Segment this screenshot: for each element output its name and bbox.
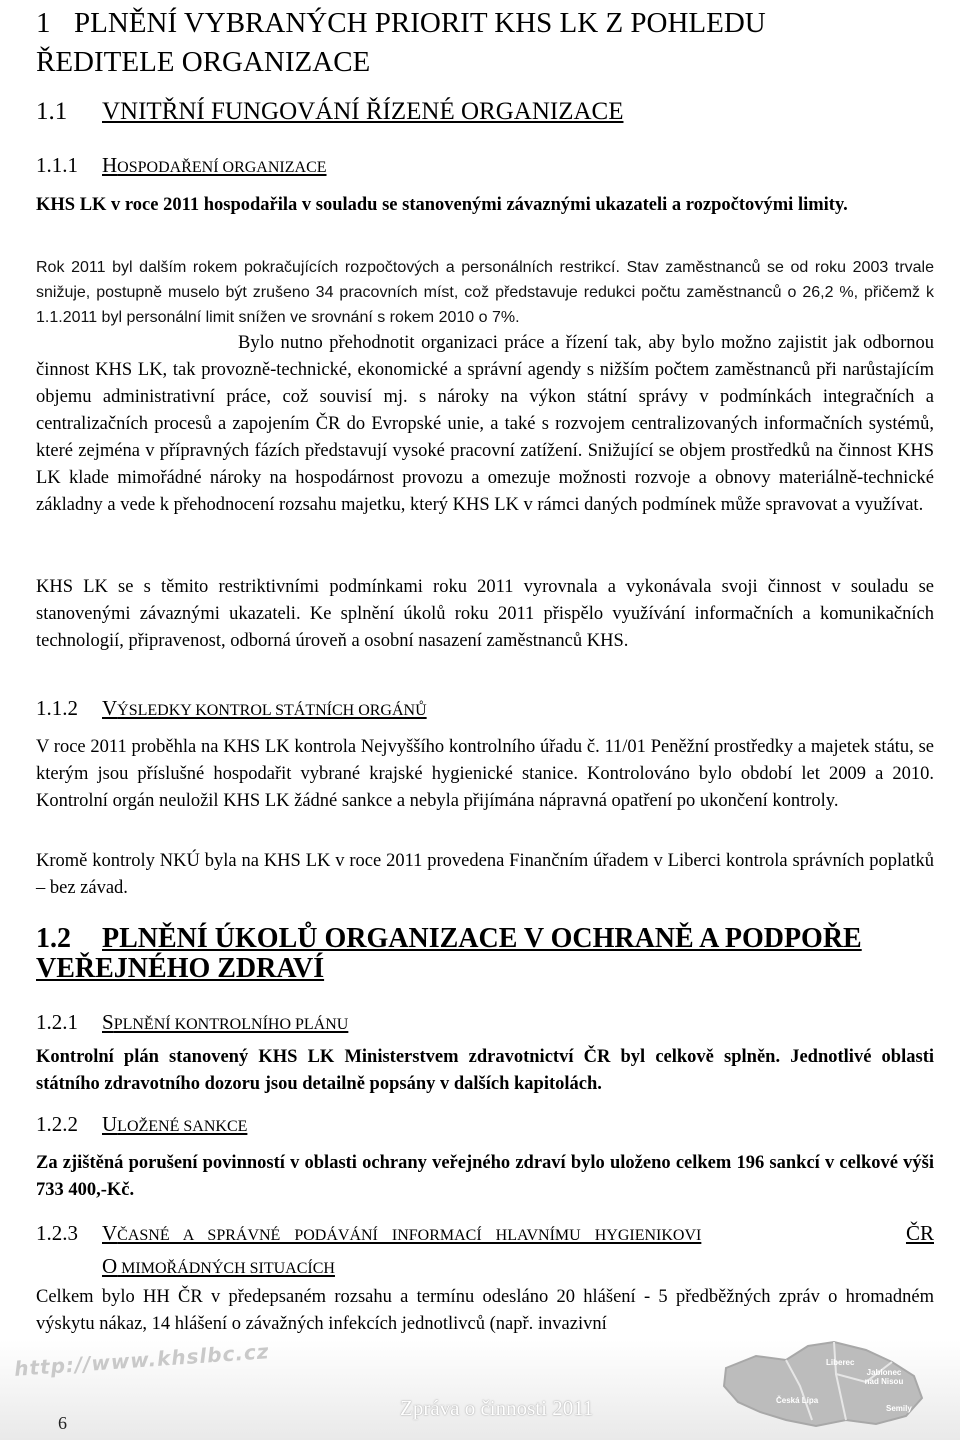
paragraph-budget-bold: KHS LK v roce 2011 hospodařila v souladu se stanovenými závaznými ukazateli a rozpočtovými limity. bbox=[36, 195, 848, 215]
chapter-title-line2: ŘEDITELE ORGANIZACE bbox=[36, 46, 371, 78]
subsection-heading-1-2-2 bbox=[36, 1112, 934, 1137]
subsection-heading-1-1-1 bbox=[36, 153, 934, 178]
map-label-ceska-lipa: Česká Lípa bbox=[776, 1396, 819, 1405]
map-label-semily: Semily bbox=[886, 1404, 912, 1413]
subsection-heading-1-2-1 bbox=[36, 1010, 934, 1035]
paragraph-control-plan: Kontrolní plán stanovený KHS LK Ministerstvem zdravotnictví ČR byl celkově splněn. Jednotlivé oblasti státního zdravotního dozoru jsou detailně popsány v dalších kapitolách. bbox=[36, 1047, 934, 1094]
report-title: Zpráva o činnosti 2011 bbox=[400, 1396, 594, 1420]
paragraph-reorg-text: Bylo nutno přehodnotit organizaci práce a řízení tak, aby bylo možno zajistit jak odbornou činnost KHS LK, tak provozně-technické, ekonomické a správní agendy s nižším počtem zaměstnanců při narůstajícím objemu administrativní práce, což souvisí mj. s nároky na výkon státní správy v podmínkách integračních a centralizačních procesů a zapojením ČR do Evropské unie, a také s rozvojem centralizovaných informačních systémů, které zejména v přípravných fázích představují vysoké pracovní zatížení. Snižující se objem prostředků na činnost KHS LK klade mimořádné nároky na hospodárnost provozu a omezuje možnosti rozvoje a obnovy materiálně-technické základny a vede k přehodnocení rozsahu majetku, který KHS LK v rámci daných podmínek může spravovat a využívat. bbox=[36, 333, 934, 515]
section-title-line2: VEŘEJNÉHO ZDRAVÍ bbox=[36, 953, 325, 984]
section-title-line1: PLNĚNÍ ÚKOLŮ ORGANIZACE V OCHRANĚ A PODPOŘE bbox=[102, 923, 862, 954]
chapter-title-line1: PLNĚNÍ VYBRANÝCH PRIORIT KHS LK Z POHLEDU bbox=[74, 7, 766, 39]
paragraph-restrictions: Rok 2011 byl dalším rokem pokračujících rozpočtových a personálních restrikcí. Stav zaměstnanců se od roku 2003 trvale snižuje, postupně muselo být zrušeno 34 pracovních míst, což představuje redukci počtu zaměstnanců o 26,2 %, přičemž k 1.1.2011 byl personální limit snížen ve srovnání s rokem 2010 o 7%. bbox=[36, 259, 934, 326]
region-map-graphic bbox=[716, 1316, 936, 1436]
subsection-number: 1.2.3 bbox=[36, 1221, 78, 1245]
paragraph-compliance: KHS LK se s těmito restriktivními podmínkami roku 2011 vyrovnala a vykonávala svoji činnost v souladu se stanovenými závaznými ukazateli. Ke splnění úkolů roku 2011 přispělo využívání informačních a komunikačních technologií, připravenost, odborná úroveň a osobní nasazení zaměstnanců KHS. bbox=[36, 577, 934, 651]
paragraph-hh-reports: Celkem bylo HH ČR v předepsaném rozsahu a termínu odesláno 20 hlášení - 5 předběžných zpráv o hromadném výskytu nákaz, 14 hlášení o závažných infekcích jednotlivců (např. invazivní bbox=[36, 1287, 934, 1334]
section-number: 1.1 bbox=[36, 98, 68, 125]
section-title: VNITŘNÍ FUNGOVÁNÍ ŘÍZENÉ ORGANIZACE bbox=[102, 98, 624, 125]
section-heading-1-2 bbox=[36, 924, 934, 984]
subsection-title-end: ČR bbox=[905, 1221, 934, 1245]
website-url-watermark: http://www.khslbc.cz bbox=[13, 1339, 271, 1381]
paragraph-nku-control: V roce 2011 proběhla na KHS LK kontrola Nejvyššího kontrolního úřadu č. 11/01 Peněžní prostředky a majetek státu, se kterým jsou příslušné hospodařit vybrané krajské hygienické stanice. Kontrolováno bylo období let 2009 a 2010. Kontrolní orgán neuložil KHS LK žádné sankce a nebyla přijímána nápravná opatření po ukončení kontroly. bbox=[36, 737, 934, 811]
map-label-jablonec: Jablonec nad Nisou bbox=[864, 1368, 904, 1386]
page-footer bbox=[0, 1340, 960, 1440]
subsection-title: SPLNĚNÍ KONTROLNÍHO PLÁNU bbox=[102, 1010, 349, 1034]
map-label-liberec: Liberec bbox=[826, 1358, 855, 1367]
page-number: 6 bbox=[58, 1413, 67, 1433]
subsection-heading-1-1-2 bbox=[36, 696, 934, 721]
subsection-title-line2: O MIMOŘÁDNÝCH SITUACÍCH bbox=[102, 1254, 335, 1278]
section-heading-1-1 bbox=[36, 98, 934, 126]
paragraph-sanctions: Za zjištěná porušení povinností v oblasti ochrany veřejného zdraví bylo uloženo celkem 196 sankcí v celkové výši 733 400,-Kč. bbox=[36, 1153, 934, 1200]
subsection-title: ULOŽENÉ SANKCE bbox=[102, 1112, 248, 1136]
chapter-heading bbox=[36, 4, 934, 82]
subsection-number: 1.1.2 bbox=[36, 696, 78, 720]
subsection-number: 1.2.2 bbox=[36, 1112, 78, 1136]
subsection-heading-1-2-3 bbox=[36, 1218, 934, 1284]
paragraph-financial-office: Kromě kontroly NKÚ byla na KHS LK v roce 2011 provedena Finančním úřadem v Liberci kontrola správních poplatků – bez závad. bbox=[36, 851, 934, 898]
subsection-number: 1.2.1 bbox=[36, 1010, 78, 1034]
subsection-title: HOSPODAŘENÍ ORGANIZACE bbox=[102, 153, 327, 177]
subsection-title: VÝSLEDKY KONTROL STÁTNÍCH ORGÁNŮ bbox=[102, 696, 427, 720]
paragraph-reorganization bbox=[36, 330, 934, 519]
subsection-number: 1.1.1 bbox=[36, 153, 78, 177]
chapter-number: 1 bbox=[36, 7, 51, 39]
section-number: 1.2 bbox=[36, 923, 71, 954]
subsection-title-line1: VČASNÉ A SPRÁVNÉ PODÁVÁNÍ INFORMACÍ HLAVNÍMU HYGIENIKOVI bbox=[102, 1221, 702, 1245]
